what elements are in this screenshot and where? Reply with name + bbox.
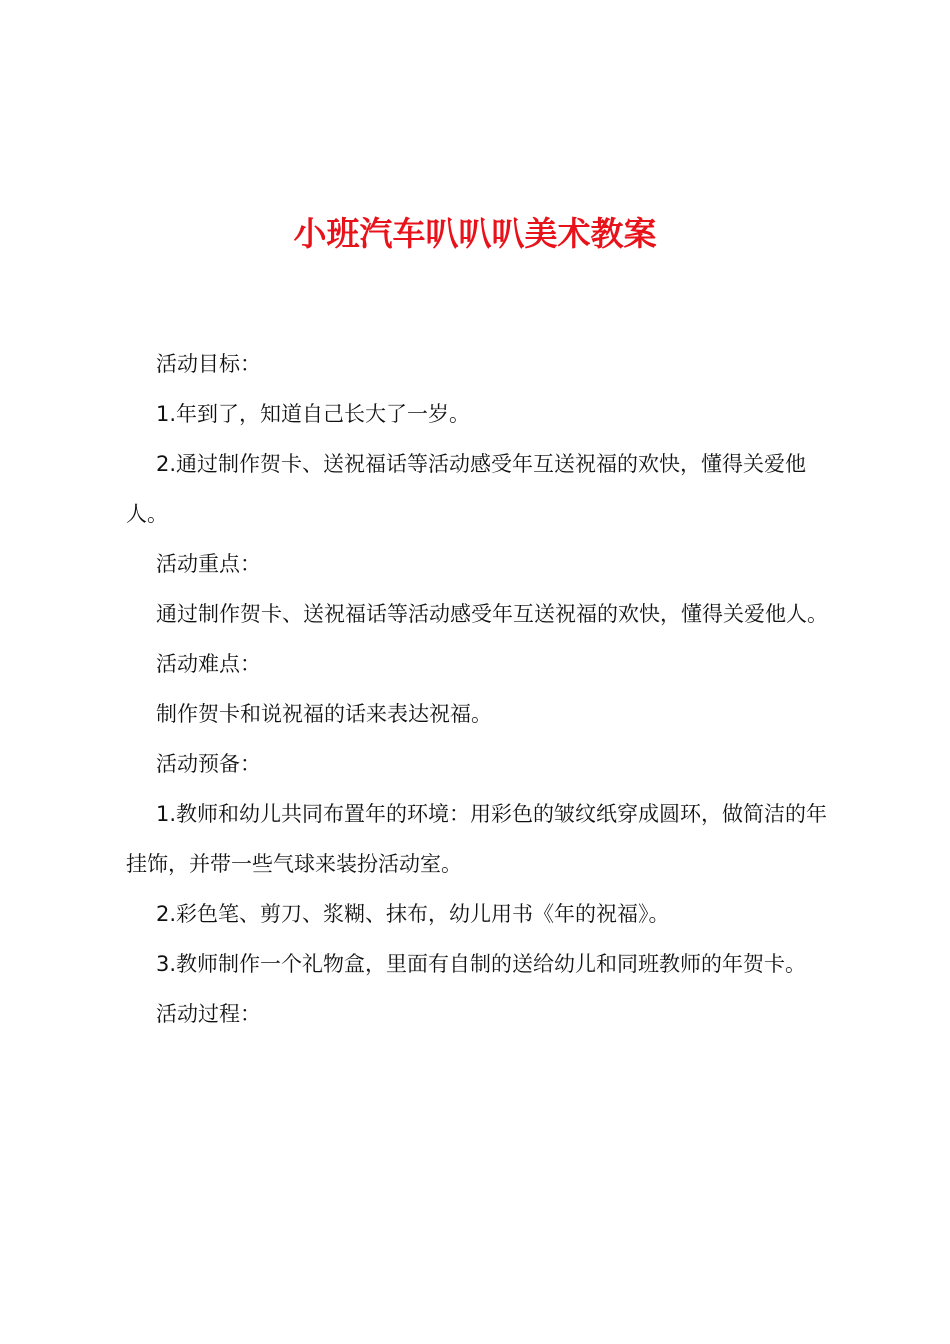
key-points-text: 通过制作贺卡、送祝福话等活动感受年互送祝福的欢快，懂得关爱他人。	[156, 602, 828, 626]
preparation-item-2: 2.彩色笔、剪刀、浆糊、抹布，幼儿用书《年的祝福》。	[156, 902, 670, 926]
section-heading-difficulties: 活动难点：	[156, 652, 261, 676]
section-heading-preparation: 活动预备：	[156, 752, 261, 776]
section-heading-goals: 活动目标：	[156, 352, 261, 376]
goal-item-2: 2.通过制作贺卡、送祝福话等活动感受年互送祝福的欢快，懂得关爱他人。	[126, 452, 807, 526]
section-heading-key-points: 活动重点：	[156, 552, 261, 576]
difficulties-text: 制作贺卡和说祝福的话来表达祝福。	[156, 702, 492, 726]
document-title: 小班汽车叭叭叭美术教案	[293, 214, 657, 253]
goal-item-1: 1.年到了，知道自己长大了一岁。	[156, 402, 471, 426]
preparation-item-3: 3.教师制作一个礼物盒，里面有自制的送给幼儿和同班教师的年贺卡。	[156, 952, 807, 976]
document-body	[126, 339, 834, 1039]
preparation-item-1: 1.教师和幼儿共同布置年的环境：用彩色的皱纹纸穿成圆环，做简洁的年挂饰，并带一些气球来装扮活动室。	[126, 802, 828, 876]
section-heading-process: 活动过程：	[156, 1002, 261, 1026]
